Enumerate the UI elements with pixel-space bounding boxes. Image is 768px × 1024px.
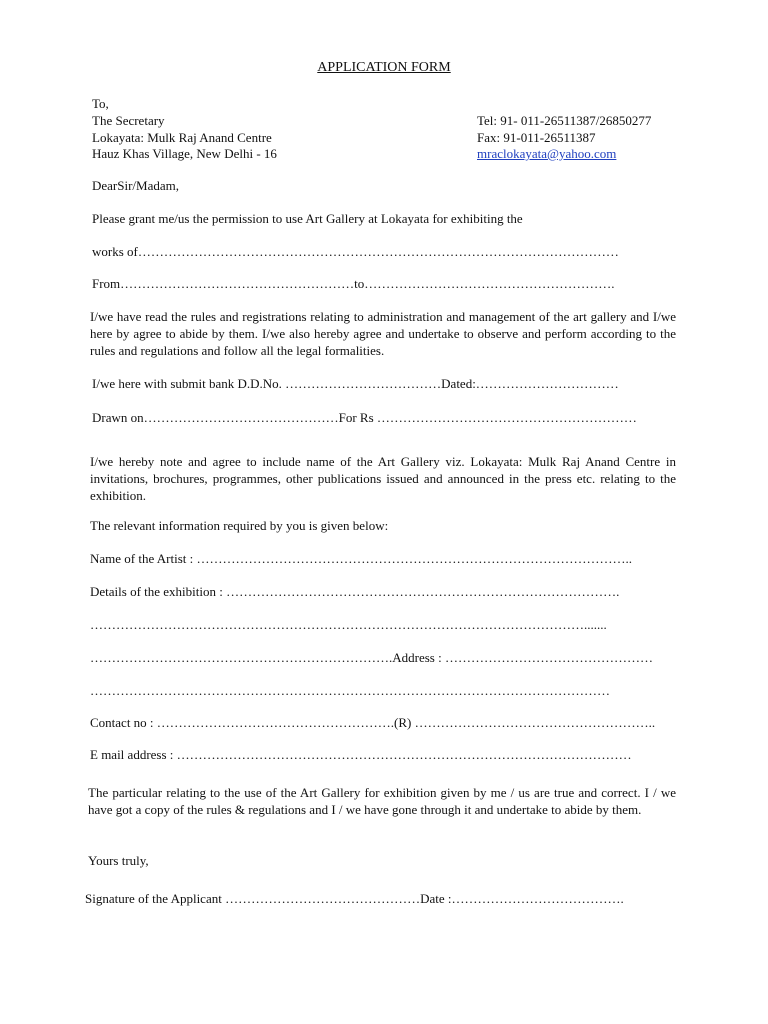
exhibition-details-field: Details of the exhibition : ………………………………………………………………………………. (90, 584, 620, 599)
salutation: DearSir/Madam, (92, 178, 180, 193)
to-line: To, (92, 96, 109, 111)
email-address-field: E mail address : …………………………………………………………………………………………… (90, 747, 632, 762)
address-continuation-line: ………………………………………………………………………………………………………… (90, 683, 610, 698)
telephone-number: Tel: 91- 011-26511387/26850277 (477, 113, 652, 128)
agreement-paragraph: I/we have read the rules and registrations relating to administration and management of the art gallery and I/we here by agree to abide by them. I/we also hereby agree and undertake to observe and perform according to the rules and regulations and follow all the legal formalities. (90, 309, 676, 358)
dd-number-field: I/we here with submit bank D.D.No. ………………………………Dated:…………………………… (92, 376, 619, 391)
form-title: APPLICATION FORM (317, 60, 451, 75)
recipient-organization: Lokayata: Mulk Raj Anand Centre (92, 130, 272, 145)
declaration-paragraph: The particular relating to the use of the Art Gallery for exhibition given by me / us are true and correct. I / we have got a copy of the rules & regulations and I / we have gone through it and undertake to abide by them. (88, 785, 676, 817)
recipient-title: The Secretary (92, 113, 165, 128)
works-of-field: works of………………………………………………………………………………………………… (92, 244, 619, 259)
address-field: …………………………………………………………….Address : ………………………………………… (90, 650, 653, 665)
from-to-field: From………………………………………………to…………………………………………………. (92, 276, 615, 291)
signature-date-field: Signature of the Applicant ………………………………………Date :…………………………………. (85, 891, 624, 906)
email-link[interactable]: mraclokayata@yahoo.com (477, 146, 617, 161)
drawn-on-field: Drawn on………………………………………For Rs …………………………………………………… (92, 410, 637, 425)
request-line: Please grant me/us the permission to use Art Gallery at Lokayata for exhibiting the (92, 211, 523, 226)
details-continuation-line: ……………………………………………………………………………………………………....... (90, 617, 607, 632)
fax-number: Fax: 91-011-26511387 (477, 130, 596, 145)
credit-note-paragraph: I/we hereby note and agree to include name of the Art Gallery viz. Lokayata: Mulk Raj Anand Centre in invitations, brochures, programmes, other publications issued and announced in the press etc. relating to the exhibition. (90, 454, 676, 503)
artist-name-field: Name of the Artist : ……………………………………………………………………………………….. (90, 551, 633, 566)
contact-number-field: Contact no : ……………………………………………….(R) ……………………………………………….. (90, 715, 656, 730)
closing: Yours truly, (88, 853, 149, 868)
recipient-location: Hauz Khas Village, New Delhi - 16 (92, 146, 277, 161)
info-intro: The relevant information required by you is given below: (90, 518, 389, 533)
